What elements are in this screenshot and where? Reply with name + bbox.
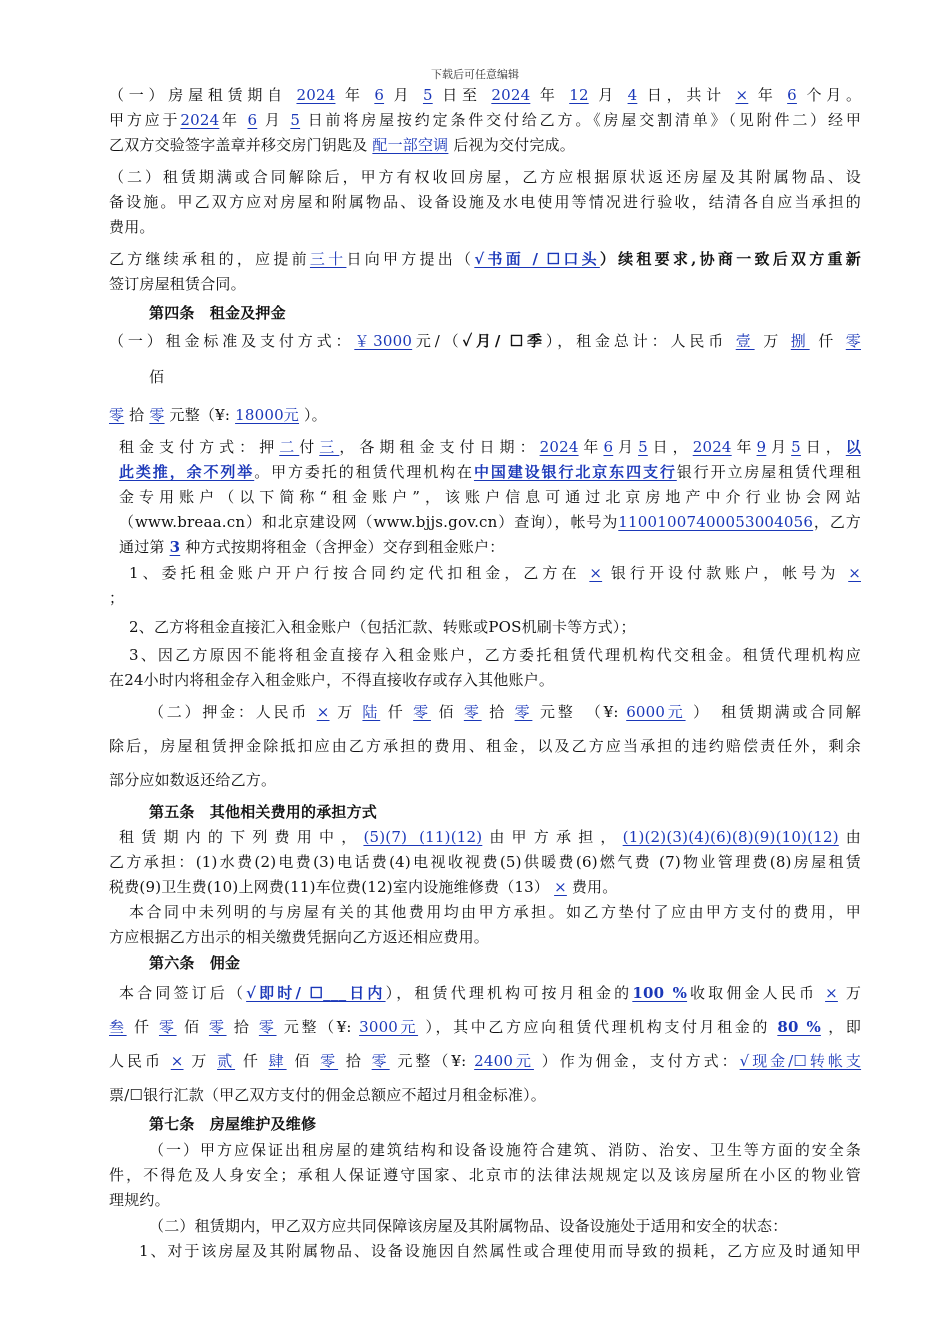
lease-term-line: （一）房屋租赁期自 2024 年 6 月 5 日至 2024 年 12 月 4 日，共计 × 年 6 个月。 — [109, 86, 862, 104]
landlord-fees: (5)(7) (11)(12) — [363, 828, 483, 846]
term-years: × — [735, 86, 749, 104]
commission-line-3: 人民币 × 万 贰 仟 肆 佰 零 拾 零 元整（¥: 2400元 ）作为佣金，支付方式：√现金/☐转帐支 — [109, 1052, 862, 1070]
paragraph-line: 票/☐银行汇款（甲乙双方支付的佣金总额应不超过月租金标准）。 — [109, 1086, 547, 1104]
commission-line-1: 本合同签订后（√即时/ ☐___日内），租赁代理机构可按月租金的100 %收取佣金人民币 × 万 — [119, 984, 862, 1002]
payment-way-line: 通过第 3 种方式按期将租金（含押金）交存到租金账户： — [119, 538, 505, 556]
paragraph-line: 理规约。 — [109, 1191, 170, 1209]
paragraph-line: 本合同中未列明的与房屋有关的其他费用均由甲方承担。如乙方垫付了应由甲方支付的费用，甲 — [129, 903, 861, 921]
tenant-commission: 2400元 — [474, 1052, 534, 1070]
paragraph-line: 除后，房屋租赁押金除抵扣应由乙方承担的费用、租金，以及乙方应当承担的违约赔偿责任外，剩余 — [109, 737, 861, 755]
paragraph-line: 签订房屋租赁合同。 — [109, 275, 246, 293]
page-header-note: 下载后可任意编辑 — [431, 68, 519, 81]
start-month: 6 — [374, 86, 385, 104]
start-day: 5 — [422, 86, 433, 104]
section-6-title: 第六条 佣金 — [149, 954, 241, 972]
option-3-line: 3、因乙方原因不能将租金直接存入租金账户，乙方委托租赁代理机构代交租金。租赁代理机构应 — [129, 646, 861, 664]
commission-timing-option: √即时/ ☐___日内 — [246, 984, 386, 1002]
rent-account-number: 11001007400053004056 — [618, 513, 814, 531]
rent-period-option: ✓月/ ☐季 — [462, 332, 546, 350]
rent-standard-line: （一）租金标准及支付方式：￥3000元/（✓月/ ☐季），租金总计：人民币 壹 万 捌 仟 零 — [109, 332, 861, 350]
end-month: 12 — [569, 86, 589, 104]
end-day: 4 — [627, 86, 638, 104]
rent-total-amount: 18000元 — [235, 406, 300, 424]
agency-bank-line: 此类推，余不列举。甲方委托的租赁代理机构在中国建设银行北京东四支行银行开立房屋租赁代理租 — [119, 463, 861, 481]
paragraph-line: 1、对于该房屋及其附属物品、设备设施因自然属性或合理使用而导致的损耗，乙方应及时通知甲 — [139, 1242, 861, 1260]
option-1-line: 1、委托租金账户开户行按合同约定代扣租金，乙方在 × 银行开设付款账户，帐号为 × — [129, 564, 861, 582]
tenant-fees: (1)(2)(3)(4)(6)(8)(9)(10)(12) — [622, 828, 839, 846]
paragraph-line: 乙方承担：(1)水费(2)电费(3)电话费(4)电视收视费(5)供暖费(6)燃气费 (7)物业管理费(8)房屋租赁 — [109, 853, 861, 871]
paragraph-line: ； — [109, 589, 125, 607]
deposit-line: （二）押金：人民币 × 万 陆 仟 零 佰 零 拾 零 元整 （¥: 6000元 ） 租赁期满或合同解 — [149, 703, 861, 721]
commission-line-2: 叁 仟 零 佰 零 拾 零 元整（¥: 3000元 ），其中乙方应向租赁代理机构支付月租金的 80 % ，即 — [109, 1018, 862, 1036]
paragraph-line: 件，不得危及人身安全；承租人保证遵守国家、北京市的法律法规规定以及该房屋所在小区的物业管 — [109, 1166, 861, 1184]
delivery-handover-line: 乙双方交验签字盖章并移交房门钥匙及 配一部空调 后视为交付完成。 — [109, 136, 575, 154]
fee-other-line: 税费(9)卫生费(10)上网费(11)车位费(12)室内设施维修费（13） × 费用。 — [109, 878, 618, 896]
paragraph-line: （二）租赁期满或合同解除后，甲方有权收回房屋，乙方应根据原状返还房屋及其附属物品、设 — [109, 168, 861, 186]
section-7-title: 第七条 房屋维护及维修 — [149, 1115, 317, 1133]
payment-schedule-line: 租金支付方式：押二付三，各期租金支付日期：2024年6月5日，2024年9月5日，以 — [119, 438, 861, 456]
paragraph-line: 佰 — [149, 368, 165, 386]
paragraph-line: 备设施。甲乙双方应对房屋和附属物品、设备设施及水电使用等情况进行验收，结清各自应当承担的 — [109, 193, 861, 211]
paragraph-line: 部分应如数返还给乙方。 — [109, 771, 277, 789]
paragraph-line: 方应根据乙方出示的相关缴费凭据向乙方返还相应费用。 — [109, 928, 490, 946]
section-4-title: 第四条 租金及押金 — [149, 304, 286, 322]
payment-method-option: √现金/☐转帐支 — [739, 1052, 862, 1070]
end-year: 2024 — [491, 86, 531, 104]
commission-total: 3000元 — [359, 1018, 419, 1036]
agency-bank-name: 中国建设银行北京东四支行 — [473, 463, 677, 481]
fee-allocation-line: 租赁期内的下列费用中，(5)(7) (11)(12)由甲方承担，(1)(2)(3)(4)(6)(8)(9)(10)(12)由 — [119, 828, 862, 846]
delivery-day: 5 — [290, 111, 301, 129]
account-number-line: （www.breaa.cn）和北京建设网（www.bjjs.gov.cn）查询），帐号为11001007400053004056，乙方 — [119, 513, 861, 531]
payment-way-number: 3 — [169, 538, 181, 556]
delivery-month: 6 — [247, 111, 258, 129]
rent-total-line: 零 拾 零 元整（¥: 18000元 ）。 — [109, 406, 327, 424]
paragraph-line: 金专用账户（以下简称“租金账户”，该账户信息可通过北京房地产中介行业协会网站 — [119, 488, 861, 506]
paragraph-line: （二）租赁期内，甲乙双方应共同保障该房屋及其附属物品、设备设施处于适用和安全的状态： — [149, 1217, 788, 1235]
renewal-days: 三十 — [309, 250, 347, 268]
extra-items: 配一部空调 — [372, 136, 449, 154]
start-year: 2024 — [296, 86, 336, 104]
monthly-rent: ￥3000 — [354, 332, 413, 350]
option-2-line: 2、乙方将租金直接汇入租金账户（包括汇款、转账或POS机刷卡等方式）； — [129, 618, 636, 636]
renewal-line: 乙方继续承租的，应提前三十日向甲方提出（√书面 / ☐口头）续租要求,协商一致后双方重新 — [109, 250, 861, 268]
deposit-amount: 6000元 — [626, 703, 686, 721]
section-5-title: 第五条 其他相关费用的承担方式 — [149, 803, 378, 821]
paragraph-line: 在24小时内将租金存入租金账户，不得直接收存或存入其他账户。 — [109, 671, 555, 689]
paragraph-line: 费用。 — [109, 218, 155, 236]
delivery-date-line: 甲方应于2024年 6 月 5 日前将房屋按约定条件交付给乙方。《房屋交割清单》（见附件二）经甲 — [109, 111, 862, 129]
term-months: 6 — [787, 86, 797, 104]
paragraph-line: （一）甲方应保证出租房屋的建筑结构和设备设施符合建筑、消防、治安、卫生等方面的安全条 — [149, 1141, 861, 1159]
renewal-method-option: √书面 / ☐口头 — [474, 250, 600, 268]
delivery-year: 2024 — [180, 111, 220, 129]
